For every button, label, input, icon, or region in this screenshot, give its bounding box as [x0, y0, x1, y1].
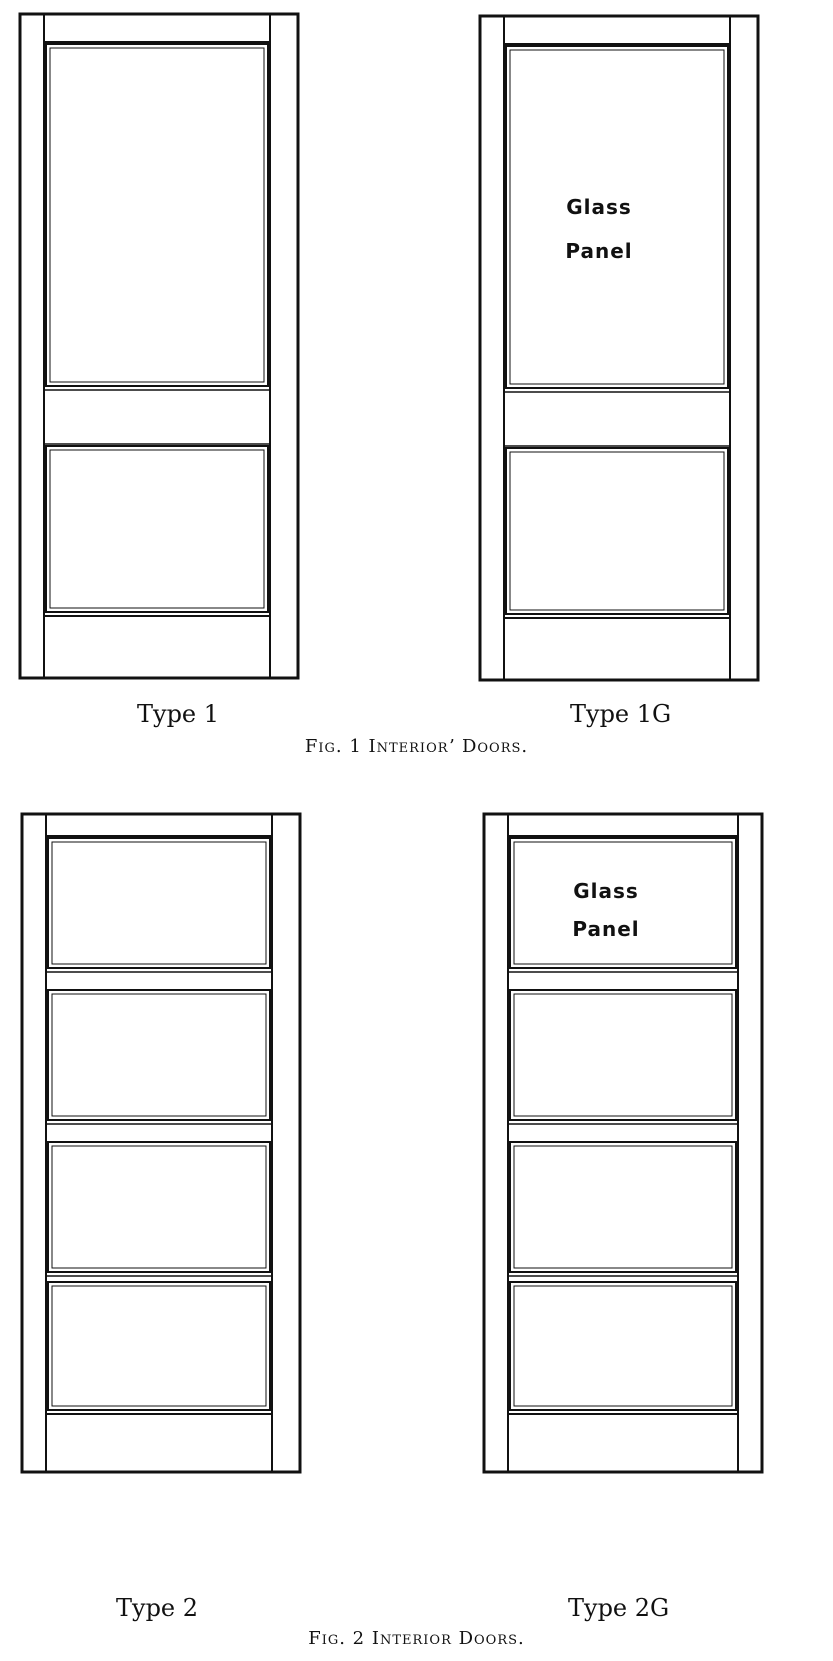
- glass-panel: [510, 838, 736, 968]
- panel-1: [48, 838, 270, 968]
- door-type-2-drawing: [20, 812, 302, 1476]
- lower-panel: [46, 446, 268, 612]
- door-label-type-2g: Type 2G: [568, 1594, 670, 1622]
- upper-panel: [46, 44, 268, 386]
- door-type-2g: [482, 812, 764, 1476]
- panel-2: [510, 990, 736, 1120]
- door-type-1g-drawing: [478, 14, 760, 684]
- door-type-1-drawing: [18, 12, 300, 682]
- door-label-type-1: Type 1: [137, 700, 220, 728]
- lower-panel: [506, 448, 728, 614]
- panel-4: [510, 1282, 736, 1410]
- figure-2-caption: Fig. 2 Interior Doors.: [308, 1628, 525, 1649]
- door-label-type-2: Type 2: [116, 1594, 199, 1622]
- door-label-type-1g: Type 1G: [570, 700, 672, 728]
- glass-panel-line2: Panel: [565, 239, 633, 263]
- glass-panel-line2: Panel: [572, 917, 640, 941]
- door-type-1: [18, 12, 300, 682]
- panel-4: [48, 1282, 270, 1410]
- glass-panel-line1: Glass: [573, 879, 639, 903]
- figure-1-caption: Fig. 1 Interiorʼ Doors.: [304, 736, 529, 757]
- panel-3: [48, 1142, 270, 1272]
- door-type-2: [20, 812, 302, 1476]
- door-type-1g: [478, 14, 760, 684]
- glass-panel-line1: Glass: [566, 195, 632, 219]
- door-type-2g-drawing: [482, 812, 764, 1476]
- panel-2: [48, 990, 270, 1120]
- panel-3: [510, 1142, 736, 1272]
